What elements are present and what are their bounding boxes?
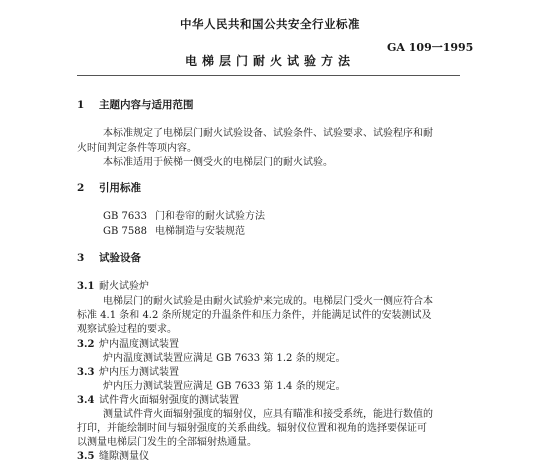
subsection-number: 3.5 (77, 451, 95, 462)
subsection-title: 炉内温度测试装置 (99, 339, 179, 350)
subsection-title: 试件背火面辐射强度的测试装置 (99, 395, 239, 406)
section-number: 3 (77, 252, 85, 264)
subsection-number: 3.1 (77, 281, 95, 292)
paragraph-line: 电梯层门的耐火试验是由耐火试验炉来完成的。电梯层门受火一侧应符合本 (103, 296, 433, 307)
standard-category-heading: 中华人民共和国公共安全行业标准 (180, 17, 360, 31)
paragraph-line: 炉内温度测试装置应满足 GB 7633 第 1.2 条的规定。 (103, 353, 346, 364)
subsection-number: 3.3 (77, 367, 95, 378)
subsection-title: 炉内压力测试装置 (99, 367, 179, 378)
subsection-3-5-heading (77, 447, 149, 462)
section-1-heading (77, 97, 194, 112)
reference-item (103, 222, 245, 237)
subsection-3-3-heading (77, 363, 179, 378)
paragraph-line: 火时间判定条件等项内容。 (77, 143, 197, 154)
section-number: 2 (77, 182, 85, 194)
subsection-3-1-heading (77, 277, 149, 292)
reference-code: GB 7588 (103, 226, 147, 237)
subsection-3-4-heading (77, 391, 239, 406)
section-title: 试验设备 (99, 252, 141, 264)
paragraph-line: 测量试件背火面辐射强度的辐射仪，应具有瞄准和接受系统，能进行数值的 (103, 409, 433, 420)
section-number: 1 (77, 99, 85, 111)
paragraph-line: 标准 4.1 条和 4.2 条所规定的升温条件和压力条件，并能满足试件的安装测试及 (77, 310, 432, 321)
section-2-heading (77, 180, 141, 195)
paragraph-line: 以测量电梯层门发生的全部辐射热通量。 (77, 437, 257, 448)
standard-code: GA 109一1995 (387, 41, 474, 54)
subsection-title: 缝隙测量仪 (99, 451, 149, 462)
document-title: 电梯层门耐火试验方法 (184, 54, 355, 68)
subsection-3-2-heading (77, 335, 179, 350)
reference-title: 电梯制造与安装规范 (155, 226, 245, 237)
paragraph-line: 炉内压力测试装置应满足 GB 7633 第 1.4 条的规定。 (103, 381, 346, 392)
reference-item (103, 207, 265, 222)
section-3-heading (77, 250, 141, 265)
header-rule (77, 75, 460, 76)
paragraph-line: 本标准适用于候梯一侧受火的电梯层门的耐火试验。 (103, 157, 333, 168)
paragraph-line: 打印，并能绘制时间与辐射强度的关系曲线。辐射仪位置和视角的选择要保证可 (77, 423, 427, 434)
subsection-title: 耐火试验炉 (99, 281, 149, 292)
reference-title: 门和卷帘的耐火试验方法 (155, 211, 265, 222)
paragraph-line: 观察试验过程的要求。 (77, 324, 177, 335)
subsection-number: 3.4 (77, 395, 95, 406)
subsection-number: 3.2 (77, 339, 95, 350)
section-title: 引用标准 (99, 182, 141, 194)
paragraph-line: 本标准规定了电梯层门耐火试验设备、试验条件、试验要求、试验程序和耐 (103, 128, 433, 139)
reference-code: GB 7633 (103, 211, 147, 222)
section-title: 主题内容与适用范围 (99, 99, 194, 111)
